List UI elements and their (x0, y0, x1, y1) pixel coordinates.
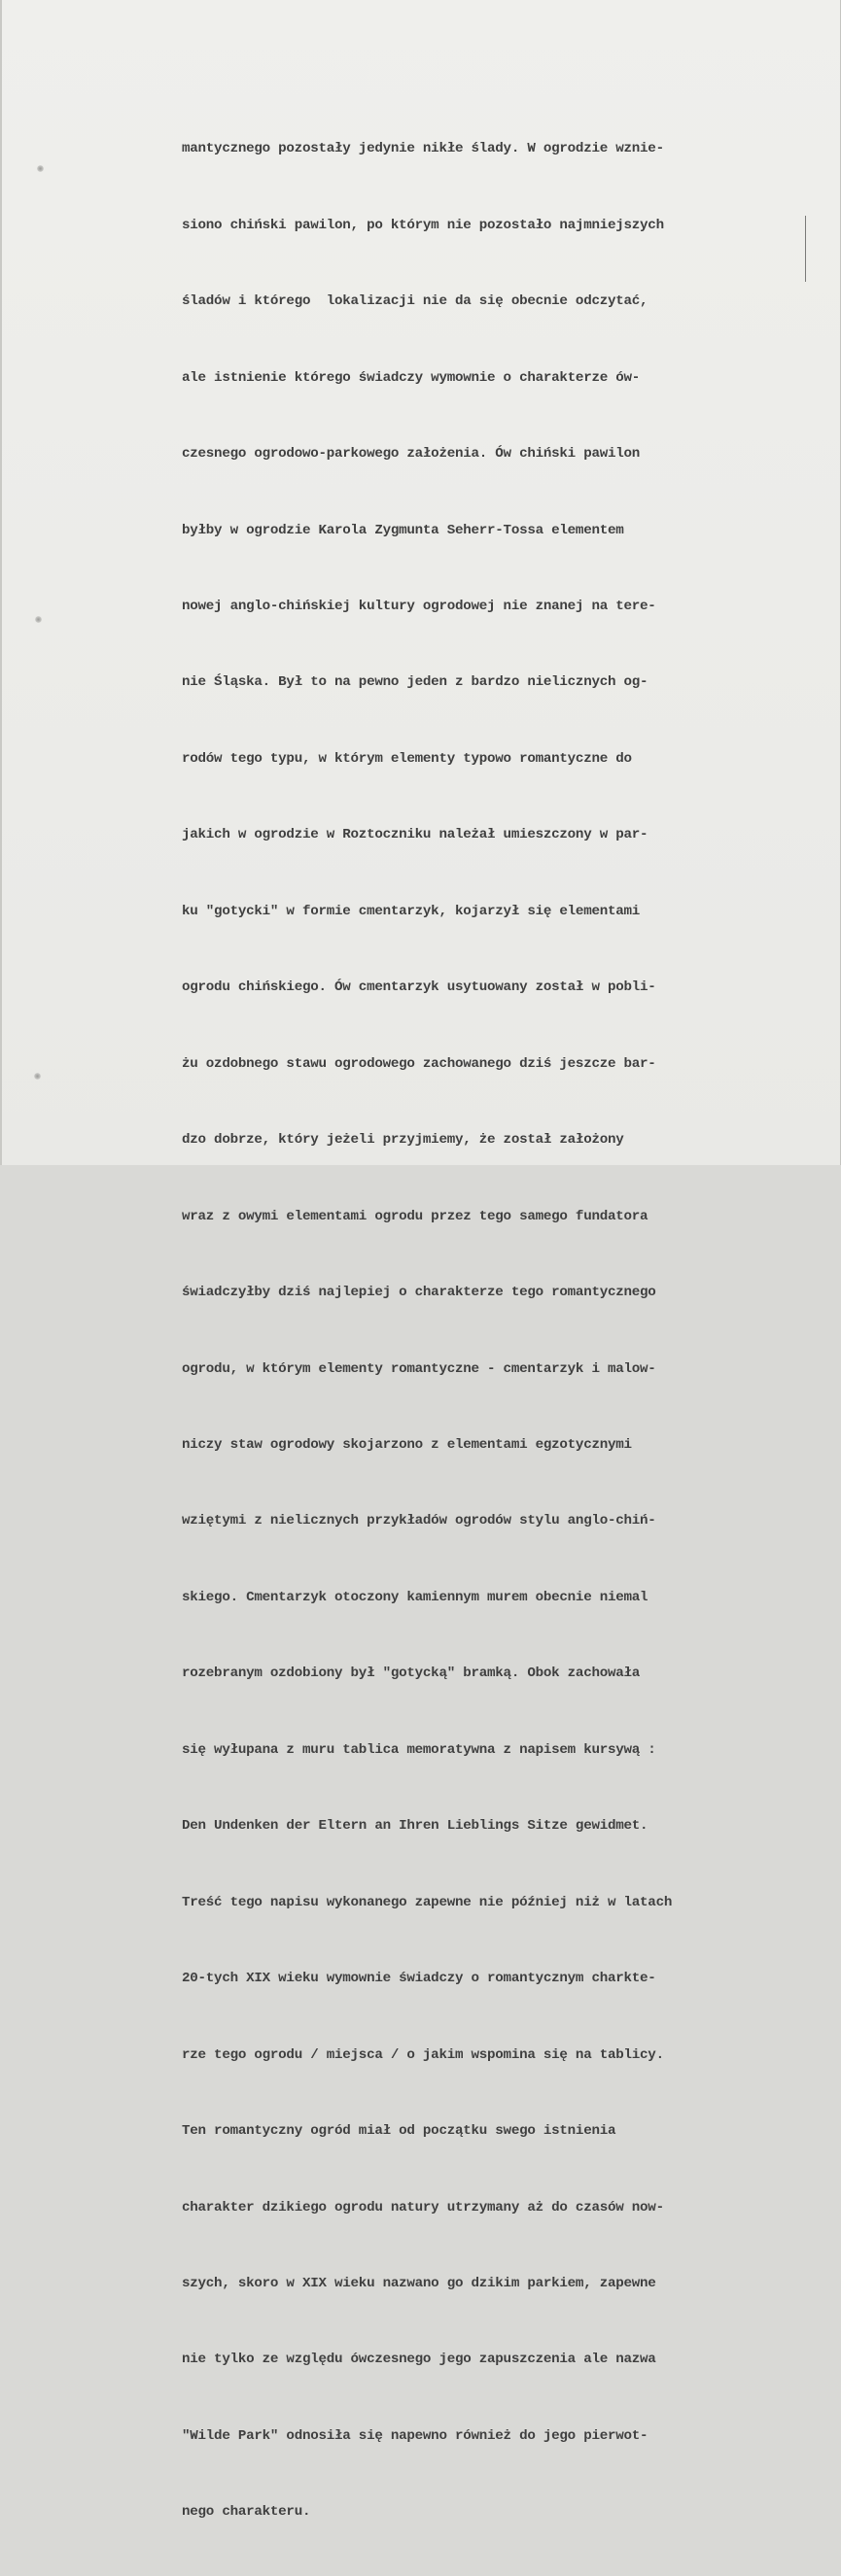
text-line: Treść tego napisu wykonanego zapewne nie później niż w latach (182, 1894, 673, 1910)
text-line: nowej anglo-chińskiej kultury ogrodowej nie znanej na tere- (182, 599, 656, 615)
punch-hole-middle (35, 616, 42, 623)
text-line: się wyłupana z muru tablica memoratywna z napisem kursywą : (182, 1741, 656, 1758)
text-line: ogrodu chińskiego. Ów cmentarzyk usytuowany został w pobli- (182, 979, 656, 996)
text-line: mantycznego pozostały jedynie nikłe ślady. W ogrodzie wznie- (182, 141, 664, 157)
text-line: nie tylko ze względu ówczesnego jego zapuszczenia ale nazwa (182, 2352, 656, 2368)
text-line: żu ozdobnego stawu ogrodowego zachowanego dziś jeszcze bar- (182, 1055, 656, 1072)
text-line: wraz z owymi elementami ogrodu przez tego samego fundatora (182, 1208, 648, 1224)
text-line: rozebranym ozdobiony był "gotycką" bramką. Obok zachowała (182, 1666, 641, 1682)
text-line: 20-tych XIX wieku wymownie świadczy o romantycznym charkte- (182, 1971, 656, 1987)
text-line: byłby w ogrodzie Karola Zygmunta Seherr-Tossa elementem (182, 522, 624, 538)
text-line: dzo dobrze, który jeżeli przyjmiemy, że został założony (182, 1132, 624, 1149)
text-line: jakich w ogrodzie w Roztoczniku należał umieszczony w par- (182, 827, 648, 843)
text-line: ogrodu, w którym elementy romantyczne - cmentarzyk i malow- (182, 1360, 656, 1377)
text-line: szych, skoro w XIX wieku nazwano go dzikim parkiem, zapewne (182, 2276, 656, 2291)
text-line: ku "gotycki" w formie cmentarzyk, kojarzył się elementami (182, 903, 641, 919)
text-line: wziętymi z nielicznych przykładów ogrodów stylu anglo-chiń- (182, 1513, 656, 1529)
text-line: Den Undenken der Eltern an Ihren Lieblings Sitze gewidmet. (182, 1818, 648, 1835)
text-line: Ten romantyczny ogród miał od początku swego istnienia (182, 2123, 616, 2140)
text-line: czesnego ogrodowo-parkowego założenia. Ów chiński pawilon (182, 446, 641, 463)
body-text (182, 86, 814, 2576)
text-line: ale istnienie którego świadczy wymownie o charakterze ów- (182, 369, 641, 386)
text-line: niczy staw ogrodowy skojarzono z elementami egzotycznymi (182, 1437, 632, 1454)
text-line: charakter dzikiego ogrodu natury utrzymany aż do czasów now- (182, 2199, 664, 2215)
text-line: rodów tego typu, w którym elementy typowo romantyczne do (182, 750, 632, 767)
text-line: nego charakteru. (182, 2504, 311, 2521)
text-line: świadczyłby dziś najlepiej o charakterze tego romantycznego (182, 1285, 656, 1301)
text-line: "Wilde Park" odnosiła się napewno również do jego pierwot- (182, 2427, 648, 2444)
punch-hole-bottom (34, 1073, 41, 1080)
text-line: siono chiński pawilon, po którym nie pozostało najmniejszych (182, 217, 664, 233)
text-line: nie Śląska. Był to na pewno jeden z bardzo nielicznych og- (182, 674, 648, 691)
text-line: skiego. Cmentarzyk otoczony kamiennym murem obecnie niemal (182, 1589, 648, 1605)
punch-hole-top (37, 165, 44, 172)
text-line: rze tego ogrodu / miejsca / o jakim wspomina się na tablicy. (182, 2046, 664, 2063)
text-line: śladów i którego lokalizacji nie da się obecnie odczytać, (182, 293, 648, 310)
